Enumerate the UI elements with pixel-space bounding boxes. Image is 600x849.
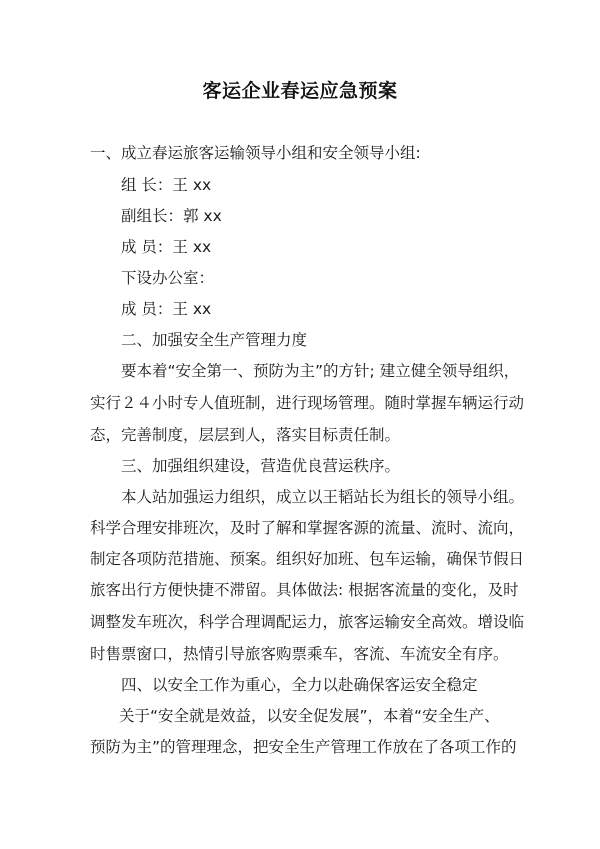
leader-line: 组 长：王 xx: [121, 176, 212, 194]
member-line: 成 员：王 xx: [121, 238, 212, 256]
paragraph-line: 制定各项防范措施、预案。组织好加班、包车运输，确保节假日: [90, 550, 525, 568]
document-title: 客运企业春运应急预案: [202, 80, 398, 102]
office-line: 下设办公室：: [121, 269, 215, 287]
section-heading-1: 一、成立春运旅客运输领导小组和安全领导小组:: [90, 144, 421, 162]
deputy-leader-line: 副组长：郭 xx: [121, 207, 222, 225]
paragraph-line: 科学合理安排班次，及时了解和掌握客源的流量、流时、流向，: [90, 519, 525, 537]
section-heading-4: 四、以安全工作为重心，全力以赴确保客运安全稳定: [121, 676, 478, 694]
paragraph-line: 旅客出行方便快捷不滞留。具体做法: 根据客流量的变化，及时: [90, 581, 519, 599]
paragraph-line: 实行２４小时专人值班制，进行现场管理。随时掌握车辆运行动: [90, 394, 525, 412]
paragraph-line: 预防为主”的管理理念，把安全生产管理工作放在了各项工作的: [90, 738, 517, 756]
paragraph-line: 本人站加强运力组织，成立以王韬站长为组长的领导小组。: [121, 488, 525, 506]
paragraph-line: 时售票窗口，热情引导旅客购票乘车，客流、车流安全有序。: [90, 645, 509, 663]
section-heading-3: 三、加强组织建设，营造优良营运秩序。: [121, 457, 401, 475]
paragraph-line: 态，完善制度，层层到人，落实目标责任制。: [90, 426, 401, 444]
paragraph-line: 关于“安全就是效益，以安全促发展”，本着“安全生产、: [119, 707, 500, 725]
paragraph-line: 要本着“安全第一、预防为主”的方针; 建立健全领导组织，: [121, 362, 520, 380]
section-heading-2: 二、加强安全生产管理力度: [121, 331, 308, 349]
paragraph-line: 调整发车班次，科学合理调配运力，旅客运输安全高效。增设临: [90, 613, 525, 631]
office-member-line: 成 员：王 xx: [121, 300, 212, 318]
